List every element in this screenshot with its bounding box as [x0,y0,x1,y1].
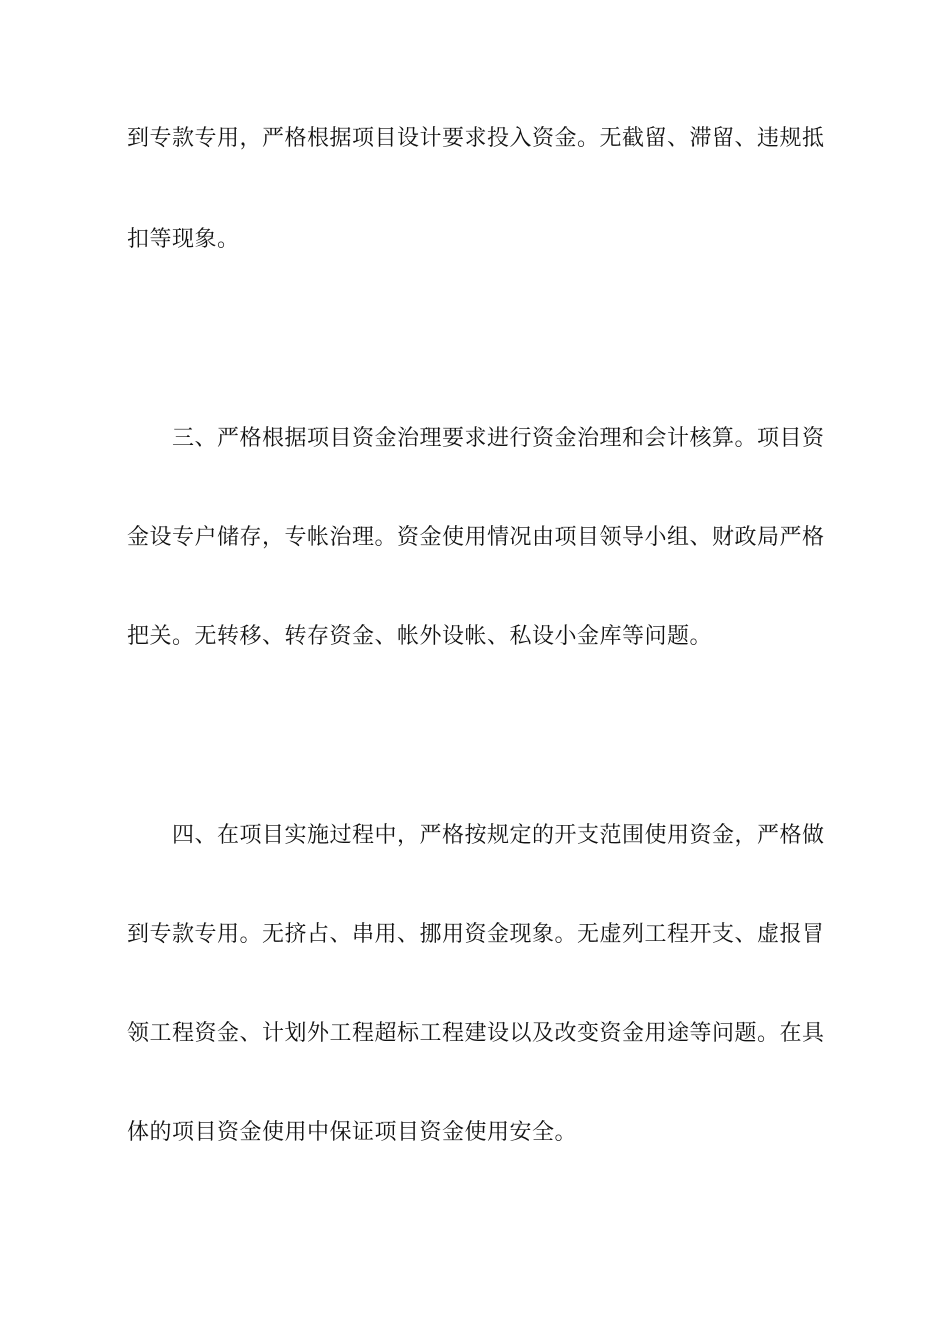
paragraph-line: 四、在项目实施过程中，严格按规定的开支范围使用资金，严格做 [172,823,825,848]
paragraph-line: 扣等现象。 [127,227,240,252]
paragraph-line: 把关。无转移、转存资金、帐外设帐、私设小金库等问题。 [127,624,713,649]
paragraph-line: 体的项目资金使用中保证项目资金使用安全。 [127,1120,578,1145]
paragraph-line: 领工程资金、计划外工程超标工程建设以及改变资金用途等问题。在具 [127,1021,825,1046]
paragraph-line: 到专款专用。无挤占、串用、挪用资金现象。无虚列工程开支、虚报冒 [127,922,825,947]
paragraph-line: 到专款专用，严格根据项目设计要求投入资金。无截留、滞留、违规抵 [127,126,825,151]
paragraph-line: 金设专户储存，专帐治理。资金使用情况由项目领导小组、财政局严格 [127,525,825,550]
paragraph-line: 三、严格根据项目资金治理要求进行资金治理和会计核算。项目资 [172,426,825,451]
